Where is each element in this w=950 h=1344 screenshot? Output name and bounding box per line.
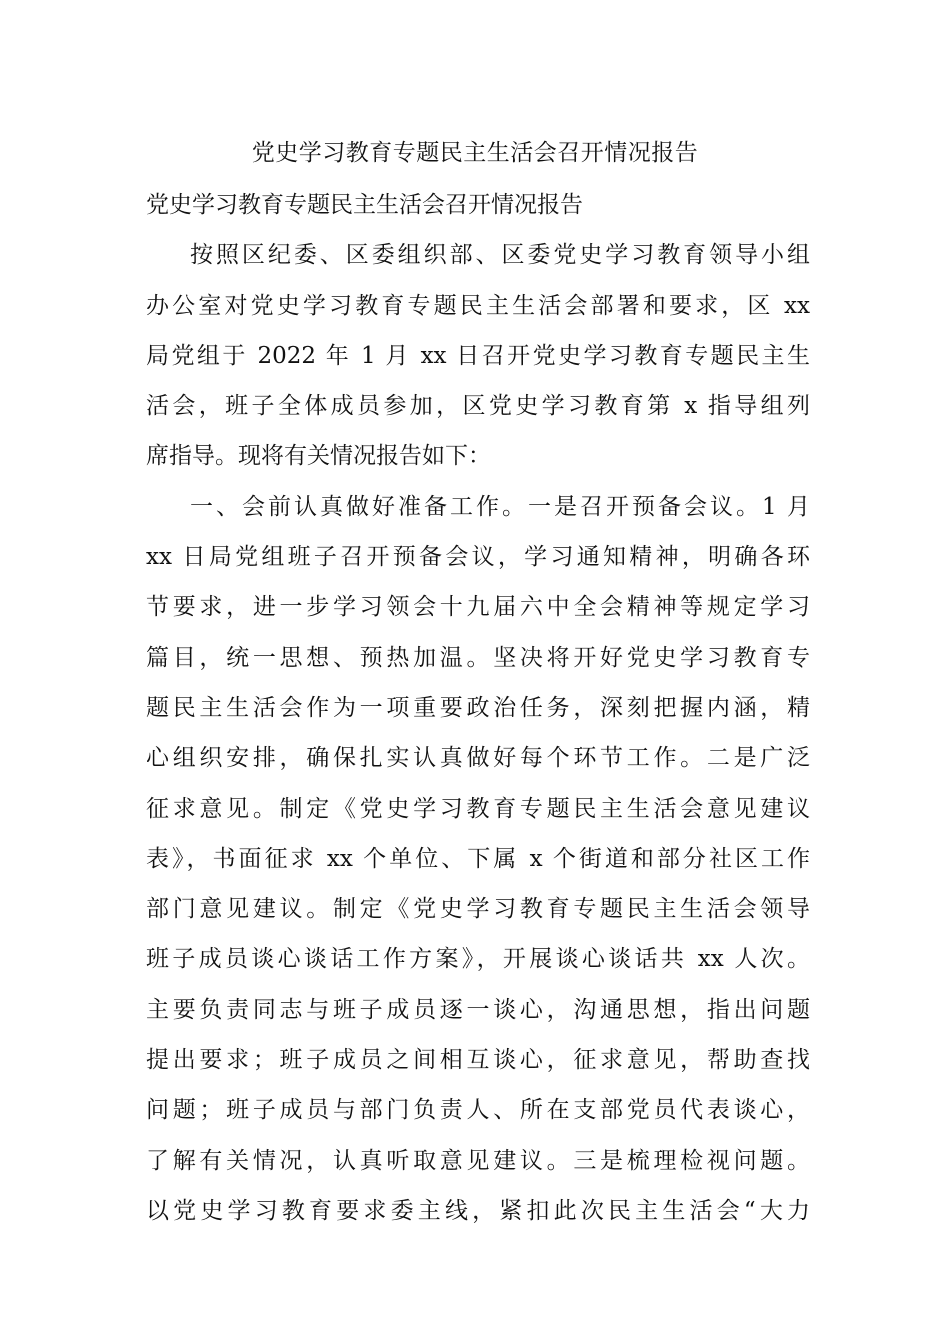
paragraph-line: 一、会前认真做好准备工作。一是召开预备会议。1 月 [190, 493, 810, 520]
paragraph-line: 主要负责同志与班子成员逐一谈心，沟通思想，指出问题 [146, 996, 810, 1023]
paragraph-line: 了解有关情况，认真听取意见建议。三是梳理检视问题。 [146, 1147, 810, 1174]
paragraph-line: 办公室对党史学习教育专题民主生活会部署和要求，区 xx [146, 292, 810, 319]
paragraph-line: 节要求，进一步学习领会十九届六中全会精神等规定学习 [146, 594, 810, 621]
paragraph-1 [146, 230, 810, 481]
paragraph-line: 征求意见。制定《党史学习教育专题民主生活会意见建议 [146, 795, 810, 822]
paragraph-line: 表》，书面征求 xx 个单位、下属 x 个街道和部分社区工作 [146, 845, 810, 872]
paragraph-line: 按照区纪委、区委组织部、区委党史学习教育领导小组 [190, 242, 810, 269]
paragraph-line: 提出要求；班子成员之间相互谈心，征求意见，帮助查找 [146, 1047, 810, 1074]
paragraph-line: xx 日局党组班子召开预备会议，学习通知精神，明确各环 [146, 544, 810, 571]
paragraph-line: 篇目，统一思想、预热加温。坚决将开好党史学习教育专 [146, 644, 810, 671]
document-title: 党史学习教育专题民主生活会召开情况报告 [251, 140, 699, 166]
paragraph-line: 席指导。现将有关情况报告如下： [146, 443, 491, 470]
paragraph-2 [146, 482, 810, 1236]
paragraph-line: 局党组于 2022 年 1 月 xx 日召开党史学习教育专题民主生 [146, 342, 810, 369]
document-body [146, 180, 810, 1236]
paragraph-line: 部门意见建议。制定《党史学习教育专题民主生活会领导 [146, 896, 810, 923]
paragraph-line: 以党史学习教育要求委主线，紧扣此次民主生活会“大力 [146, 1197, 810, 1224]
paragraph-line: 问题；班子成员与部门负责人、所在支部党员代表谈心， [146, 1097, 810, 1124]
paragraph-line: 题民主生活会作为一项重要政治任务，深刻把握内涵，精 [146, 694, 810, 721]
paragraph-line: 活会，班子全体成员参加，区党史学习教育第 x 指导组列 [146, 393, 810, 420]
paragraph-line: 班子成员谈心谈话工作方案》，开展谈心谈话共 xx 人次。 [146, 946, 810, 973]
paragraph-line: 心组织安排，确保扎实认真做好每个环节工作。二是广泛 [146, 745, 810, 772]
document-subtitle: 党史学习教育专题民主生活会召开情况报告 [146, 192, 583, 218]
